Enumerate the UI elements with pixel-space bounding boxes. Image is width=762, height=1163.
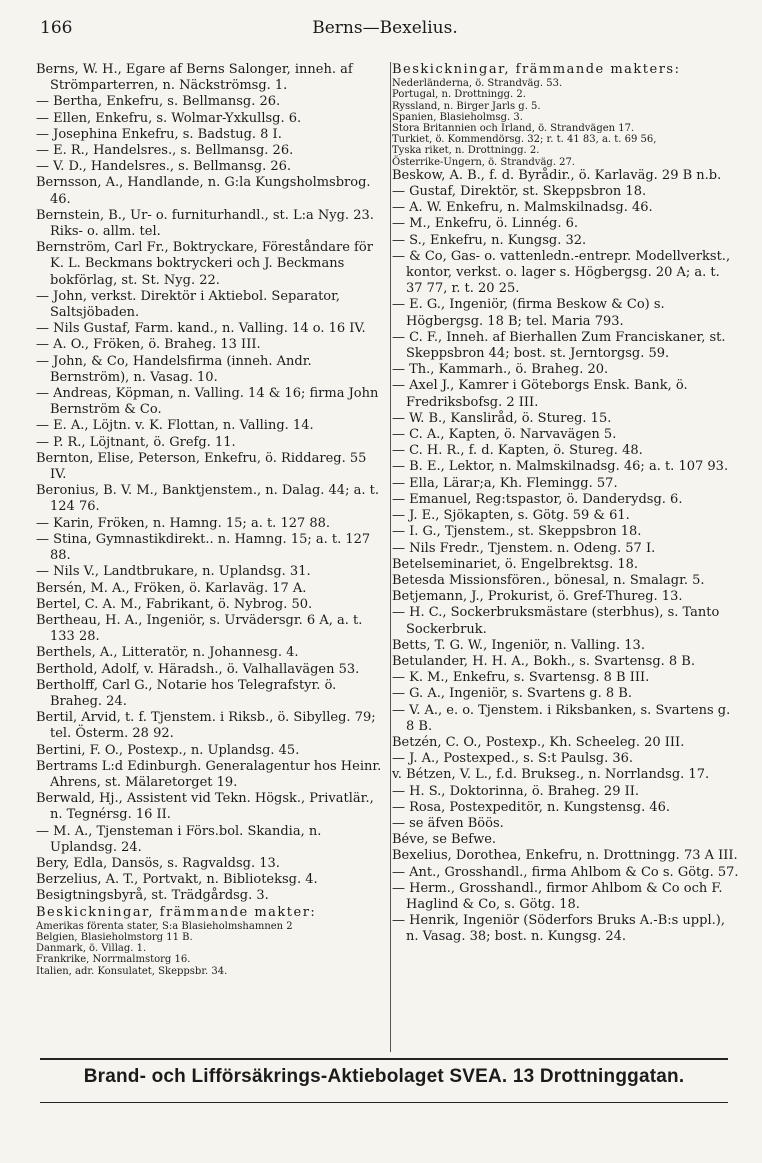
directory-entry: — C. H. R., f. d. Kapten, ö. Stureg. 48. [392,443,643,459]
directory-entry: — Th., Kammarh., ö. Braheg. 20. [392,362,609,378]
directory-entry: Béve, se Befwe. [392,832,497,848]
directory-entry: Betts, T. G. W., Ingeniör, n. Valling. 13. [392,637,645,653]
directory-entry: — E. R., Handelsres., s. Bellmansg. 26. [36,143,294,159]
directory-entry: Betjemann, J., Prokurist, ö. Gref-Thureg. 13. [392,589,683,605]
legation-entry: Portugal, n. Drottningg. 2. [392,89,526,101]
legation-entry: Spanien, Blasieholmsg. 3. [392,111,523,123]
directory-entry: Berthels, A., Litteratör, n. Johannesg. 4. [36,645,299,661]
directory-entry: — J. A., Postexped., s. S:t Paulsg. 36. [392,751,634,767]
column-divider [390,62,391,1052]
directory-entry: — Ella, Lärar;a, Kh. Flemingg. 57. [392,475,618,491]
directory-entry: — Axel J., Kamrer i Göteborgs Ensk. Bank, ö. Fredriksbofsg. 2 III. [392,378,688,410]
directory-entry: — S., Enkefru, n. Kungsg. 32. [392,232,587,248]
directory-entry: Bertil, Arvid, t. f. Tjenstem. i Riksb., ö. Sibylleg. 79; tel. Österm. 28 92. [36,710,376,742]
legation-entry: Frankrike, Norrmalmstorg 16. [36,954,191,966]
legation-entry: Italien, adr. Konsulatet, Skeppsbr. 34. [36,965,228,977]
directory-entry: v. Bétzen, V. L., f.d. Brukseg., n. Norrlandsg. 17. [392,767,710,783]
directory-entry: — Emanuel, Reg:tspastor, ö. Danderydsg. 6. [392,491,683,507]
directory-entry: — Henrik, Ingeniör (Söderfors Bruks A.-B:s uppl.), n. Vasag. 38; bost. n. Kungsg. 24. [392,913,725,945]
directory-entry: — Nils V., Landtbrukare, n. Uplandsg. 31. [36,564,311,580]
directory-entry: — Andreas, Köpman, n. Valling. 14 & 16; firma John Bernström & Co. [36,386,379,418]
legation-entry: Nederländerna, ö. Strandväg. 53. [392,78,563,90]
directory-entry: Bernstein, B., Ur- o. furniturhandl., st. L:a Nyg. 23. Riks- o. allm. tel. [36,207,374,240]
directory-entry: Bertel, C. A. M., Fabrikant, ö. Nybrog. 50. [36,596,313,612]
section-heading: Beskickningar, främmande makters: [392,62,681,77]
directory-entry: — Nils Gustaf, Farm. kand., n. Valling. 14 o. 16 IV. [36,321,366,337]
directory-entry: — Rosa, Postexpeditör, n. Kungstensg. 46. [392,799,671,815]
directory-entry: — B. E., Lektor, n. Malmskilnadsg. 46; a. t. 107 93. [392,459,729,475]
legation-entry: Stora Britannien och Irland, ö. Strandvägen 17. [392,123,635,135]
directory-entry: — J. E., Sjökapten, s. Götg. 59 & 61. [392,508,630,524]
directory-entry: — M. A., Tjensteman i Förs.bol. Skandia, n. Uplandsg. 24. [36,823,322,855]
page-number: 166 [40,18,73,38]
directory-entry: Bery, Edla, Dansös, s. Ragvaldsg. 13. [36,855,280,871]
directory-entry: — Karin, Fröken, n. Hamng. 15; a. t. 127 88. [36,515,331,531]
directory-entry: — Nils Fredr., Tjenstem. n. Odeng. 57 I. [392,540,656,556]
directory-entry: — E. A., Löjtn. v. K. Flottan, n. Valling. 14. [36,418,314,434]
directory-entry: — E. G., Ingeniör, (firma Beskow & Co) s. Högbergsg. 18 B; tel. Maria 793. [392,297,665,329]
directory-entry: — & Co, Gas- o. vattenledn.-entrepr. Modellverkst., kontor, verkst. o. lager s. Högbergsg. 20 A; a. t. 37 77, r. t. 20 25. [392,248,731,297]
directory-entry: Berzelius, A. T., Portvakt, n. Biblioteksg. 4. [36,872,318,888]
directory-entry: — Bertha, Enkefru, s. Bellmansg. 26. [36,94,281,110]
directory-entry: Bertini, F. O., Postexp., n. Uplandsg. 45. [36,742,300,758]
directory-entry: Bernström, Carl Fr., Boktryckare, Föreståndare för K. L. Beckmans boktryckeri och J. Beckmans bokförlag, st. St. Nyg. 22. [36,240,373,288]
directory-entry: Betesda Missionsfören., bönesal, n. Smalagr. 5. [392,572,705,588]
directory-entry: Bernton, Elise, Peterson, Enkefru, ö. Riddareg. 55 IV. [36,450,367,483]
directory-entry: Beskow, A. B., f. d. Byrådir., ö. Karlaväg. 29 B n.b. [392,167,722,183]
advertisement: Brand- och Lifförsäkrings-Aktiebolaget SVEA. 13 Drottninggatan. [83,1066,685,1087]
directory-entry: Beronius, B. V. M., Banktjenstem., n. Dalag. 44; a. t. 124 76. [36,483,379,515]
directory-entry: — G. A., Ingeniör, s. Svartens g. 8 B. [392,686,632,702]
directory-entry: Bertholff, Carl G., Notarie hos Telegrafstyr. ö. Braheg. 24. [36,677,337,709]
directory-entry: — Josephina Enkefru, s. Badstug. 8 I. [36,126,282,142]
legation-entry: Ryssland, n. Birger Jarls g. 5. [392,100,541,112]
right-column [392,62,740,1052]
directory-entry: — W. B., Kansliråd, ö. Stureg. 15. [392,410,612,426]
directory-entry: — V. D., Handelsres., s. Bellmansg. 26. [36,159,292,175]
directory-entry: — se äfven Böös. [392,815,504,831]
legation-entry: Danmark, ö. Villag. 1. [36,943,147,955]
directory-entry: Betelseminariet, ö. Engelbrektsg. 18. [392,556,639,572]
directory-entry: — H. S., Doktorinna, ö. Braheg. 29 II. [392,783,639,799]
section-heading: Beskickningar, främmande makter: [36,904,317,920]
directory-entry: Bersén, M. A., Fröken, ö. Karlaväg. 17 A. [36,580,307,596]
running-head: Berns—Bexelius. [312,18,458,38]
directory-entry: Bexelius, Dorothea, Enkefru, n. Drottningg. 73 A III. [392,848,738,864]
directory-entry: — Stina, Gymnastikdirekt.. n. Hamng. 15; a. t. 127 88. [36,531,371,564]
directory-entry: — John, & Co, Handelsfirma (inneh. Andr. Bernström), n. Vasag. 10. [36,353,312,385]
directory-entry: — M., Enkefru, ö. Linnég. 6. [392,216,579,232]
directory-entry: Bertheau, H. A., Ingeniör, s. Urvädersgr. 6 A, a. t. 133 28. [36,612,363,645]
directory-entry: — Ant., Grosshandl., firma Ahlbom & Co s. Götg. 57. [392,864,739,880]
directory-entry: — V. A., e. o. Tjenstem. i Riksbanken, s. Svartens g. 8 B. [392,702,731,734]
directory-entry: — H. C., Sockerbruksmästare (sterbhus), s. Tanto Sockerbruk. [392,605,720,637]
directory-entry: — Herm., Grosshandl., firmor Ahlbom & Co och F. Haglind & Co, s. Götg. 18. [392,880,723,912]
legation-entry: Belgien, Blasieholmstorg 11 B. [36,931,193,943]
directory-entry: Bernsson, A., Handlande, n. G:la Kungsholmsbrog. 46. [36,175,371,207]
directory-entry: Bertrams L:d Edinburgh. Generalagentur hos Heinr. Ahrens, st. Mälaretorget 19. [36,758,382,790]
directory-entry: — Ellen, Enkefru, s. Wolmar-Yxkullsg. 6. [36,110,302,126]
directory-entry: — Gustaf, Direktör, st. Skeppsbron 18. [392,184,647,200]
directory-entry: — P. R., Löjtnant, ö. Grefg. 11. [36,434,236,450]
left-column [36,62,384,1052]
directory-entry: Betulander, H. H. A., Bokh., s. Svartensg. 8 B. [392,653,695,669]
directory-columns [36,62,740,1052]
footer-rule-top [40,1058,728,1060]
directory-entry: — K. M., Enkefru, s. Svartensg. 8 B III. [392,670,650,686]
legation-entry: Tyska riket, n. Drottningg. 2. [392,145,540,157]
legation-entry: Amerikas förenta stater, S:a Blasieholmshamnen 2 [36,920,293,932]
directory-entry: Besigtningsbyrå, st. Trädgårdsg. 3. [36,888,269,904]
directory-entry: Berns, W. H., Egare af Berns Salonger, inneh. af Strömparterren, n. Näckströmsg. 1. [36,62,353,94]
legation-entry: Österrike-Ungern, ö. Strandväg. 27. [392,156,576,168]
directory-entry: Berwald, Hj., Assistent vid Tekn. Högsk., Privatlär., n. Tegnérsg. 16 II. [36,791,374,823]
page-header [40,18,730,42]
directory-entry: — C. A., Kapten, ö. Narvavägen 5. [392,427,617,443]
directory-entry: Betzén, C. O., Postexp., Kh. Scheeleg. 20 III. [392,734,685,750]
directory-entry: — A. W. Enkefru, n. Malmskilnadsg. 46. [392,200,653,216]
footer-rule-bottom [40,1102,728,1103]
directory-entry: — A. O., Fröken, ö. Braheg. 13 III. [36,337,261,353]
legation-entry: Turkiet, ö. Kommendörsg. 32; r. t. 41 83, a. t. 69 56, [392,134,657,146]
directory-entry: — John, verkst. Direktör i Aktiebol. Separator, Saltsjöbaden. [36,288,341,321]
directory-entry: — C. F., Inneh. af Bierhallen Zum Franciskaner, st. Skeppsbron 44; bost. st. Jerntorgsg. 59. [392,329,726,362]
directory-entry: — I. G., Tjenstem., st. Skeppsbron 18. [392,524,642,540]
directory-entry: Berthold, Adolf, v. Häradsh., ö. Valhallavägen 53. [36,661,360,677]
